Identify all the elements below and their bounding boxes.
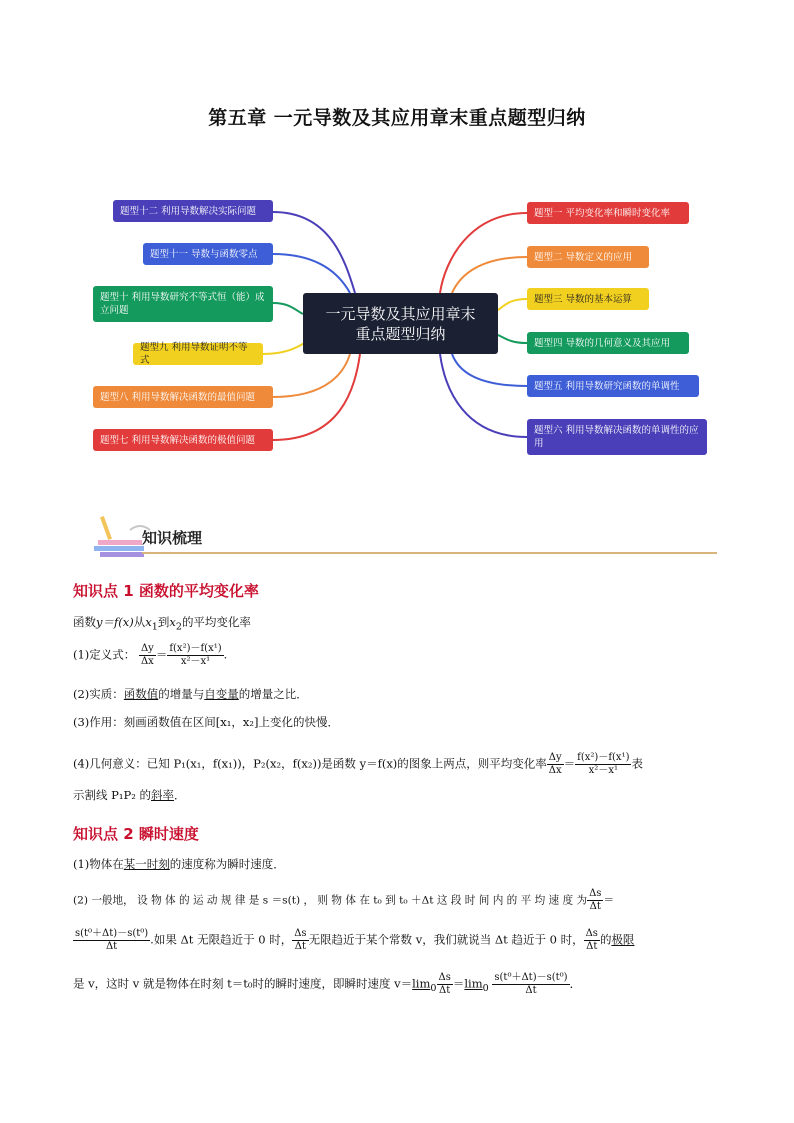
fraction [575,752,631,777]
mindmap-node-11 [143,243,273,265]
mindmap-node-7 [93,429,273,451]
kp1-heading: 知识点 1 函数的平均变化率 [73,582,259,600]
mindmap-center-line2: 重点题型归纳 [355,324,446,343]
kp1-geometry: (4)几何意义：已知 P₁(x₁，f(x₁))，P₂(x₂，f(x₂))是函数 y＝f(x)的图象上两点，则平均变化率 $\frac{\Delta y}{\Delta x}$ ＝ $\frac{\text{f(x²)－f(x¹)}}{\text{x²－x¹}}$ 表 [73,752,643,776]
mindmap-node-9 [133,343,263,365]
text: x²－x¹ [588,765,618,776]
text: 的增量之比． [238,687,308,701]
text: Δt [586,941,598,952]
text: ． [174,788,186,802]
text: x [169,615,176,629]
text: x [145,615,152,629]
node-label: 题型九 利用导数证明不等式 [140,342,248,366]
text: (1)定义式： [73,647,136,662]
connector-left-2 [273,254,350,293]
text: 是 v，这时 v 就是物体在时刻 t＝t₀时的瞬时速度，即瞬时速度 v＝ [73,976,413,991]
mindmap-node-1 [527,202,689,224]
connector-left-3 [273,303,303,314]
text: .如果 Δt 无限趋近于 0 时， [150,932,293,947]
text: 斜率 [151,788,175,802]
mindmap-node-12 [113,200,273,222]
text: ＝ [452,976,465,991]
text: Δs [294,928,307,939]
text: 自变量 [204,687,239,701]
text: ＝ [603,894,615,907]
fraction [292,928,308,953]
text: 到 [157,615,170,629]
fraction [547,752,564,777]
text: Δt [105,941,118,952]
node-label: 题型十 利用导数研究不等式恒（能）成立问题 [100,292,265,316]
text: 0 [482,982,489,994]
connector-left-5 [273,354,350,397]
page-title: 第五章 一元导数及其应用章末重点题型归纳 [208,107,586,129]
text: x²－x¹ [180,656,211,667]
text: (1)物体在 [73,857,124,871]
node-label: 题型一 平均变化率和瞬时变化率 [534,207,671,219]
kp2-line1 [73,856,285,872]
node-label: 题型四 导数的几何意义及其应用 [534,337,671,349]
text: 1 [151,621,158,633]
section-banner-title: 知识梳理 [142,529,203,547]
mindmap-node-8 [93,386,273,408]
kp1-geometry-2 [73,787,186,803]
text: ． [569,976,582,991]
text: 函数值 [123,687,159,701]
node-label: 题型三 导数的基本运算 [534,293,633,305]
text: Δs [585,928,598,939]
mindmap-node-2 [527,246,649,268]
kp1-essence [73,686,308,702]
fraction [167,643,223,668]
text: 极限 [611,932,635,947]
text: s(t⁰＋Δt)－s(t⁰) [75,928,149,939]
text: 函数 [73,615,96,629]
mindmap-node-5 [527,375,699,397]
fraction [587,888,603,913]
connector-right-3 [498,299,527,310]
kp2-heading: 知识点 2 瞬时速度 [73,825,199,843]
kp2-line4 [73,972,581,997]
text: f(x²)－f(x¹) [577,752,630,763]
text: Δt [439,985,451,996]
node-label: 题型六 利用导数解决函数的单调性的应用 [534,425,699,449]
section-banner-line [142,552,717,554]
text: Δs [438,972,451,983]
connector-right-4 [498,335,527,343]
text: 的平均变化率 [181,615,251,629]
fraction [492,972,569,997]
mindmap-center [303,293,498,354]
text: f(x²)－f(x¹) [169,643,222,654]
connector-right-5 [452,354,527,386]
node-label: 题型五 利用导数研究函数的单调性 [534,380,680,392]
text: Δt [589,901,601,912]
text: (4)几何意义：已知 P₁(x₁，f(x₁))，P₂(x₂，f(x₂))是函数 y＝f(x)的图象上两点，则平均变化率 [73,756,547,771]
text: (2) 一般地， 设 物 体 的 运 动 规 律 是 s ＝s(t) ， 则 物 体 在 t₀ 到 t₀ ＋Δt 这 段 时 间 内 的 平 均 速 度 为 [73,894,588,907]
node-label: 题型七 利用导数解决函数的极值问题 [100,434,256,446]
text: (2)实质： [73,687,124,701]
text: 表 [631,756,643,771]
fraction [437,972,453,997]
connector-right-2 [452,257,527,293]
node-label: 题型八 利用导数解决函数的最值问题 [100,391,256,403]
text: Δt [525,985,537,996]
text: 某一时刻 [123,857,170,871]
text: Δx [548,765,562,776]
text: s(t⁰＋Δt)－s(t⁰) [494,972,568,983]
text: lim [412,976,431,991]
kp2-line3 [73,928,634,953]
text: lim [464,976,483,991]
fraction [73,928,150,953]
mindmap-node-4 [527,332,689,354]
text: 的速度称为瞬时速度． [169,857,285,871]
mindmap-center-line1: 一元导数及其应用章末 [325,304,476,323]
mindmap-node-6 [527,419,707,455]
node-label: 题型十二 利用导数解决实际问题 [120,205,257,217]
text: y＝f(x) [96,615,134,629]
text: 的增量与 [158,687,205,701]
text: Δt [294,941,306,952]
text: 2 [175,621,182,633]
connector-right-6 [440,354,527,437]
text: 从 [133,615,146,629]
text: 0 [430,982,437,994]
node-label: 题型二 导数定义的应用 [534,251,633,263]
kp1-intro [73,614,251,635]
text: Δy [140,643,154,654]
mindmap-node-10 [93,286,273,322]
fraction [139,643,156,668]
kp2-line2 [73,888,614,913]
fraction [584,928,600,953]
text: 无限趋近于某个常数 v，我们就说当 Δt 趋近于 0 时， [308,932,584,947]
mindmap-node-3 [527,288,649,310]
text: 的 [599,932,612,947]
node-label: 题型十一 导数与函数零点 [150,248,258,260]
text: 示割线 P₁P₂ 的 [73,788,152,802]
text: Δs [589,888,602,899]
kp1-use: (3)作用：刻画函数值在区间[x₁，x₂]上变化的快慢． [73,715,339,729]
connector-right-1 [440,213,527,293]
text: Δy [548,752,562,763]
kp1-definition: (1)定义式： $\frac{\Delta y}{\Delta x}$ ＝ $\frac{\text{f(x²)－f(x¹)}}{\text{x²－x¹}}$ . [73,643,228,667]
text: Δx [140,656,154,667]
